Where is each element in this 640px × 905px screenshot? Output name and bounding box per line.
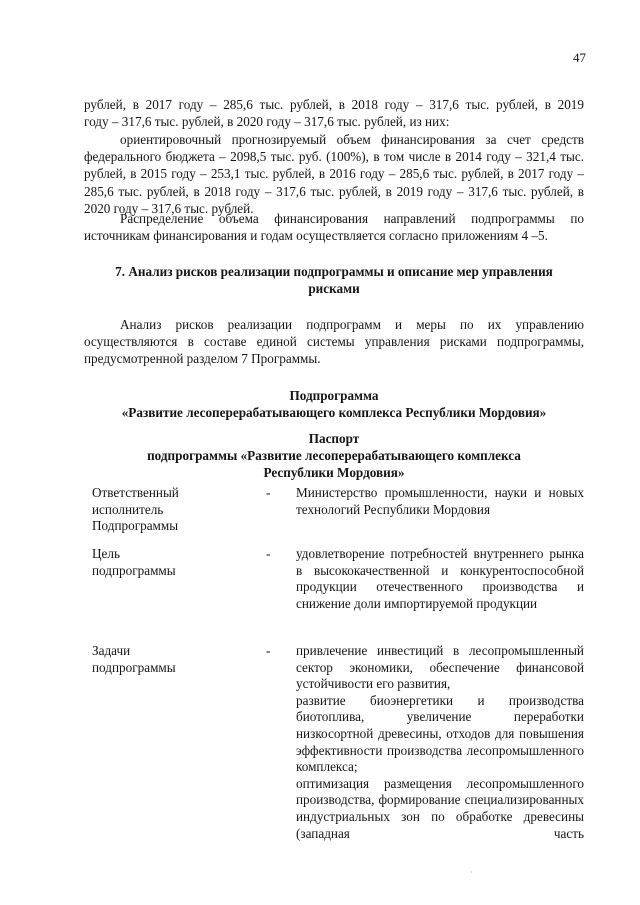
- passport-title-line-3: Республики Мордовия»: [263, 465, 405, 481]
- passport-row-label: Задачи подпрограммы: [92, 643, 176, 675]
- financing-line-1: рублей, в 2017 году – 285,6 тыс. рублей, в 2018 году – 317,6 тыс. рублей, в 2019: [84, 97, 584, 112]
- passport-heading: [84, 430, 584, 482]
- passport-row-dash: -: [266, 546, 271, 561]
- passport-row-value: [296, 485, 584, 518]
- passport-title: Паспорт: [308, 431, 360, 446]
- passport-title-line-2: подпрограммы «Развитие лесоперерабатывающего комплекса: [147, 448, 521, 464]
- passport-row-dash: -: [266, 485, 271, 500]
- passport-row-label: Цель подпрограммы: [92, 546, 176, 578]
- page-number: 47: [573, 50, 586, 65]
- passport-row-dash: -: [266, 643, 271, 658]
- passport-row-value: [296, 643, 584, 842]
- section-7-body: Анализ рисков реализации подпрограмм и меры по их управлению осуществляются в составе единой системы управления рисками подпрограммы, предусмотренной разделом 7 Программы.: [84, 317, 584, 367]
- federal-forecast-paragraph: ориентировочный прогнозируемый объем финансирования за счет средств федерального бюджета – 2098,5 тыс. руб. (100%), в том числе в 2014 году – 321,4 тыс. рублей, в 2015 году – 253,1 тыс. рублей, в 2016 году – 285,6 тыс. рублей, в 2017 году – 285,6 тыс. рублей, в 2018 году – 317,6 тыс. рублей, в 2019 году – 317,6 тыс. рублей, в 2020 году – 317,6 тыс. рублей.: [84, 132, 584, 216]
- financing-line-2: году – 317,6 тыс. рублей, в 2020 году – 317,6 тыс. рублей, из них:: [84, 114, 450, 130]
- passport-value-paragraph: удовлетворение потребностей внутреннего рынка в высококачественной и конкурентоспособной продукции отечественного производства и снижение доли импортируемой продукции: [296, 546, 584, 611]
- subprogram-heading: [84, 387, 584, 421]
- subprogram-name: «Развитие лесоперерабатывающего комплекса Республики Мордовия»: [121, 405, 547, 421]
- passport-value-paragraph: Министерство промышленности, науки и новых технологий Республики Мордовия: [296, 485, 584, 517]
- scan-speck: ·: [470, 868, 473, 877]
- distribution-paragraph: Распределение объема финансирования направлений подпрограммы по источникам финансирования и годам осуществляется согласно приложениям 4 –5.: [84, 211, 584, 244]
- passport-value-paragraph: привлечение инвестиций в лесопромышленный сектор экономики, обеспечение финансовой устойчивости его развития,: [296, 643, 584, 692]
- passport-row-value: [296, 546, 584, 612]
- section-7-heading-line-2: рисками: [308, 281, 360, 297]
- passport-value-paragraph: оптимизация размещения лесопромышленного производства, формирование специализированных индустриальных зон по обработке древесины (западная часть: [296, 775, 584, 841]
- passport-value-paragraph: развитие биоэнергетики и производства биотоплива, увеличение переработки низкосортной древесины, отходов для повышения эффективности производства лесопромышленного комплекса;: [296, 692, 584, 775]
- section-7-heading: [84, 263, 584, 297]
- subprogram-title: Подпрограмма: [289, 388, 379, 403]
- financing-continuation: [84, 96, 584, 130]
- passport-row-label: Ответственный исполнитель Подпрограммы: [92, 485, 179, 534]
- section-7-heading-line-1: 7. Анализ рисков реализации подпрограммы и описание мер управления: [115, 264, 553, 279]
